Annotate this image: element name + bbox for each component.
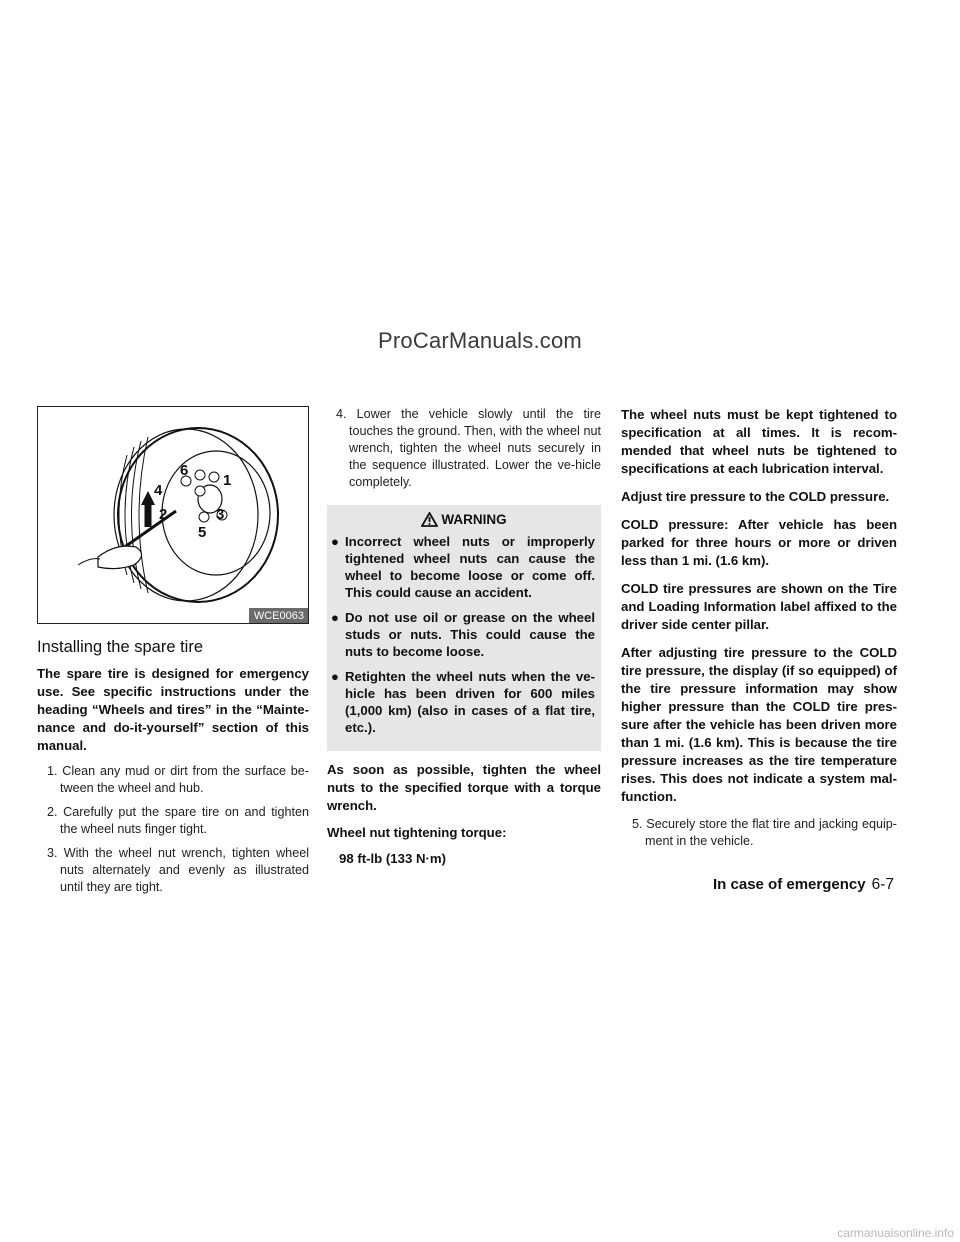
intro-paragraph: The spare tire is designed for emergency use. See specific instructions under the heading “Wheels and tires” in the “Mainte-nance and do-it-yourself” section of this manual. <box>37 666 309 753</box>
warning-item <box>327 609 601 660</box>
paragraph: After adjusting tire pressure to the COLD tire pressure, the display (if so equipped) of the tire pressure information may show higher pressure than the COLD tire pres-sure after the vehicle has been driven more than 1 mi. (1.6 km). This is because the tire pressure increases as the tire temperature rises. This does not indicate a system mal-function. <box>621 645 897 804</box>
step-5: 5. Securely store the flat tire and jacking equip-ment in the vehicle. <box>632 817 897 848</box>
page-number: 6-7 <box>871 876 894 893</box>
tire-illustration <box>37 406 309 624</box>
seq-label-5: 5 <box>198 524 207 541</box>
warning-triangle-icon <box>421 512 438 527</box>
step-3: 3. With the wheel nut wrench, tighten wheel nuts alternately and evenly as illustrated until they are tight. <box>47 846 309 894</box>
column-left <box>37 406 309 903</box>
paragraph: COLD tire pressures are shown on the Tire and Loading Information label affixed to the driver side center pillar. <box>621 581 897 632</box>
column-right <box>621 406 897 857</box>
tire-wrench-diagram <box>38 407 310 625</box>
seq-label-2: 2 <box>159 506 168 523</box>
watermark-top: ProCarManuals.com <box>378 328 582 353</box>
seq-label-4: 4 <box>154 482 163 499</box>
footer-section-title: In case of emergency <box>713 876 866 893</box>
warning-item-text: Retighten the wheel nuts when the ve-hicle has been driven for 600 miles (1,000 km) (also in cases of a flat tire, etc.). <box>345 669 595 735</box>
warning-item <box>327 533 601 601</box>
figure-code: WCE0063 <box>249 608 308 623</box>
step-2: 2. Carefully put the spare tire on and tighten the wheel nuts finger tight. <box>47 805 309 836</box>
warning-item-text: Incorrect wheel nuts or improperly tightened wheel nuts can cause the wheel to become loose or come off. This could cause an accident. <box>345 534 595 600</box>
step-1: 1. Clean any mud or dirt from the surface be-tween the wheel and hub. <box>47 764 309 795</box>
seq-label-1: 1 <box>223 472 232 489</box>
bullet-icon: ● <box>331 534 339 549</box>
warning-title: WARNING <box>441 512 507 527</box>
paragraph: Adjust tire pressure to the COLD pressure. <box>621 489 890 504</box>
seq-label-6: 6 <box>180 462 189 479</box>
warning-item-text: Do not use oil or grease on the wheel studs or nuts. This could cause the nuts to become loose. <box>345 610 595 659</box>
step-4: 4. Lower the vehicle slowly until the tire touches the ground. Then, with the wheel nut wrench, tighten the wheel nuts securely in the sequence illustrated. Lower the ve-hicle completely. <box>336 407 601 489</box>
page-footer <box>713 876 894 894</box>
section-title: Installing the spare tire <box>37 638 204 656</box>
bullet-icon: ● <box>331 610 339 625</box>
torque-label: Wheel nut tightening torque: <box>327 825 507 840</box>
watermark-bottom: carmanualsonline.info <box>837 1226 954 1240</box>
torque-note: As soon as possible, tighten the wheel nuts to the specified torque with a torque wrench. <box>327 762 601 813</box>
warning-header <box>327 505 601 533</box>
paragraph: The wheel nuts must be kept tightened to specification at all times. It is recom-mended that wheel nuts be tightened to specifications at each lubrication interval. <box>621 407 897 476</box>
paragraph: COLD pressure: After vehicle has been parked for three hours or more or driven less than 1 mi. (1.6 km). <box>621 517 897 568</box>
torque-value: 98 ft-lb (133 N·m) <box>339 851 446 866</box>
column-middle <box>327 406 601 866</box>
bullet-icon: ● <box>331 669 339 684</box>
warning-item <box>327 668 601 736</box>
warning-box <box>327 505 601 751</box>
seq-label-3: 3 <box>216 506 225 523</box>
